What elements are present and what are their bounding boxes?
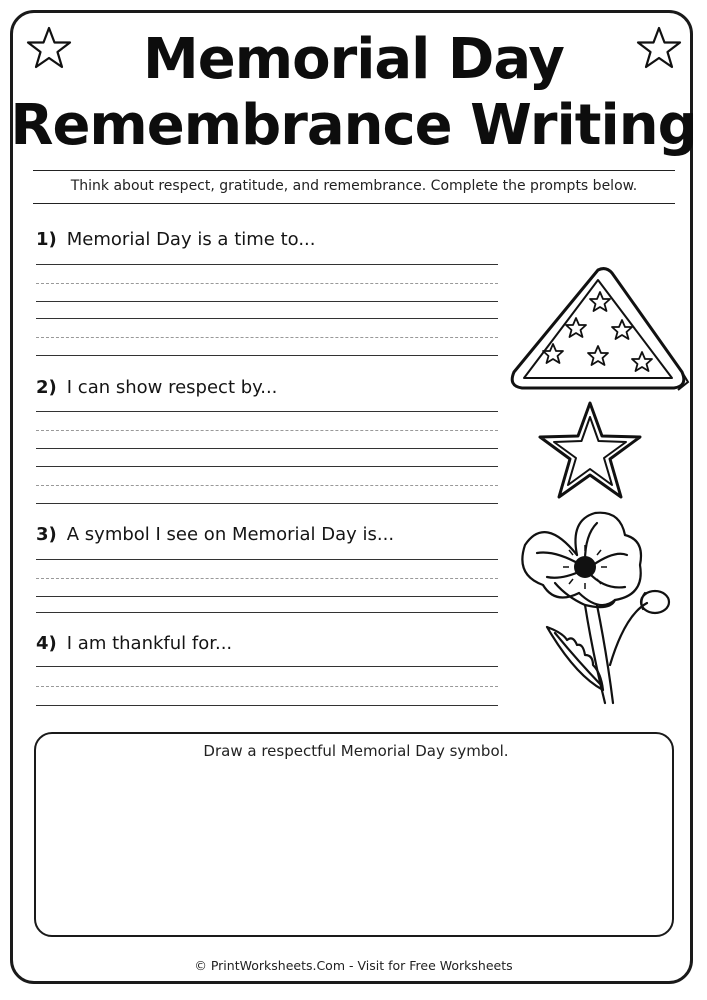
prompt-number: 1) bbox=[36, 229, 57, 250]
writing-line[interactable] bbox=[36, 448, 498, 449]
writing-line[interactable] bbox=[36, 301, 498, 302]
prompt-text: A symbol I see on Memorial Day is... bbox=[66, 524, 395, 545]
prompt-3 bbox=[36, 523, 394, 547]
prompt-text: I can show respect by... bbox=[66, 377, 278, 398]
prompt-text: Memorial Day is a time to... bbox=[66, 229, 316, 250]
guide-line bbox=[36, 283, 498, 284]
writing-line[interactable] bbox=[36, 666, 498, 667]
writing-line[interactable] bbox=[36, 596, 498, 597]
prompt-4 bbox=[36, 632, 232, 656]
prompt-1 bbox=[36, 228, 316, 252]
divider bbox=[33, 203, 675, 204]
guide-line bbox=[36, 337, 498, 338]
writing-line[interactable] bbox=[36, 318, 498, 319]
writing-line[interactable] bbox=[36, 612, 498, 613]
writing-line[interactable] bbox=[36, 411, 498, 412]
folded-flag-icon bbox=[506, 264, 690, 394]
page-title-line-1: Memorial Day bbox=[143, 27, 564, 92]
prompt-number: 2) bbox=[36, 377, 57, 398]
page-title-line-2: Remembrance Writing bbox=[10, 93, 697, 158]
footer-credit: © PrintWorksheets.Com - Visit for Free Worksheets bbox=[194, 958, 513, 973]
instructions-text: Think about respect, gratitude, and remembrance. Complete the prompts below. bbox=[70, 178, 638, 194]
guide-line bbox=[36, 430, 498, 431]
guide-line bbox=[36, 485, 498, 486]
writing-line[interactable] bbox=[36, 355, 498, 356]
drawing-box-label: Draw a respectful Memorial Day symbol. bbox=[203, 742, 509, 760]
star-icon bbox=[535, 400, 645, 502]
prompt-number: 4) bbox=[36, 633, 57, 654]
prompt-number: 3) bbox=[36, 524, 57, 545]
prompt-text: I am thankful for... bbox=[66, 633, 233, 654]
writing-line[interactable] bbox=[36, 466, 498, 467]
drawing-box[interactable] bbox=[34, 732, 674, 937]
poppy-flower-icon bbox=[515, 505, 685, 710]
writing-line[interactable] bbox=[36, 264, 498, 265]
writing-line[interactable] bbox=[36, 705, 498, 706]
prompt-2 bbox=[36, 376, 277, 400]
guide-line bbox=[36, 686, 498, 687]
writing-line[interactable] bbox=[36, 559, 498, 560]
writing-line[interactable] bbox=[36, 503, 498, 504]
divider bbox=[33, 170, 675, 171]
guide-line bbox=[36, 578, 498, 579]
